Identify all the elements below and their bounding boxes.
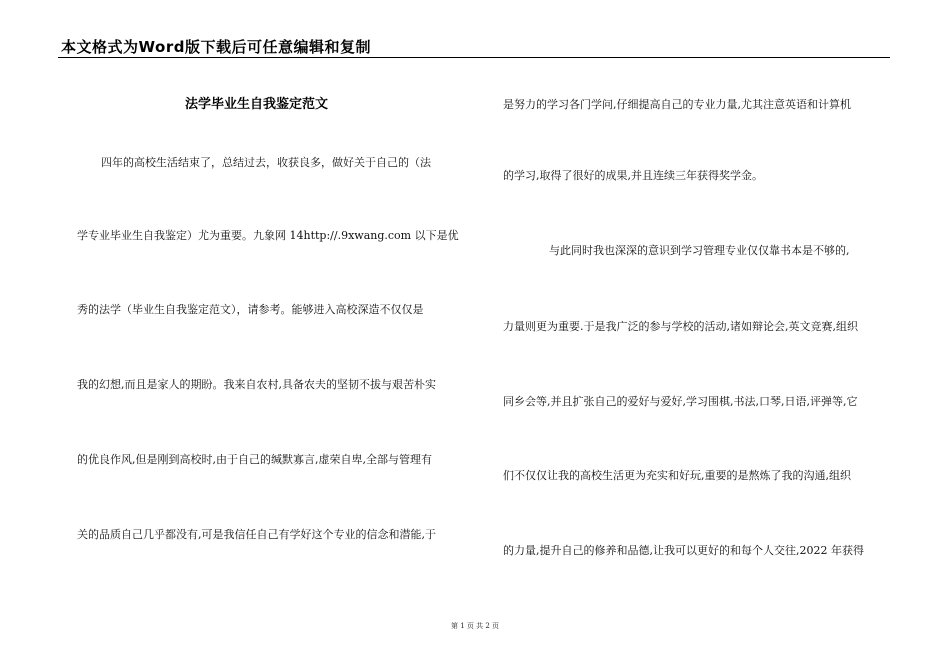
body-line: 的优良作风,但是刚到高校时,由于自己的缄默寡言,虚荣自卑,全部与管理有 — [77, 453, 432, 466]
body-line: 与此同时我也深深的意识到学习管理专业仅仅靠书本是不够的, — [549, 244, 850, 257]
body-line: 同乡会等,并且扩张自己的爱好与爱好,学习围棋,书法,口琴,日语,评弹等,它 — [503, 395, 858, 408]
page-number: 第 1 页 共 2 页 — [450, 622, 500, 630]
body-line: 我的幻想,而且是家人的期盼。我来自农村,具备农夫的坚韧不拔与艰苦朴实 — [77, 378, 436, 391]
body-line: 的学习,取得了很好的成果,并且连续三年获得奖学金。 — [503, 169, 763, 182]
body-line: 们不仅仅让我的高校生活更为充实和好玩,重要的是熬炼了我的沟通,组织 — [503, 469, 851, 482]
body-line: 学专业毕业生自我鉴定）尤为重要。九象网 14http://.9xwang.com 以下是优 — [77, 229, 459, 242]
body-line: 四年的高校生活结束了，总结过去，收获良多，做好关于自己的（法 — [101, 156, 431, 169]
body-line: 关的品质自己几乎都没有,可是我信任自己有学好这个专业的信念和潜能,于 — [77, 528, 436, 541]
body-line: 秀的法学（毕业生自我鉴定范文），请参考。能够进入高校深造不仅仅是 — [77, 303, 424, 316]
body-line: 的力量,提升自己的修养和品德,让我可以更好的和每个人交往,2022 年获得 — [503, 544, 864, 557]
document-banner: 本文格式为Word版下载后可任意编辑和复制 — [61, 38, 371, 56]
body-line: 力量则更为重要.于是我广泛的参与学校的活动,诸如辩论会,英文竞赛,组织 — [503, 320, 858, 333]
document-title: 法学毕业生自我鉴定范文 — [185, 97, 329, 112]
header-divider — [58, 57, 890, 58]
body-line: 是努力的学习各门学问,仔细提高自己的专业力量,尤其注意英语和计算机 — [503, 98, 851, 111]
